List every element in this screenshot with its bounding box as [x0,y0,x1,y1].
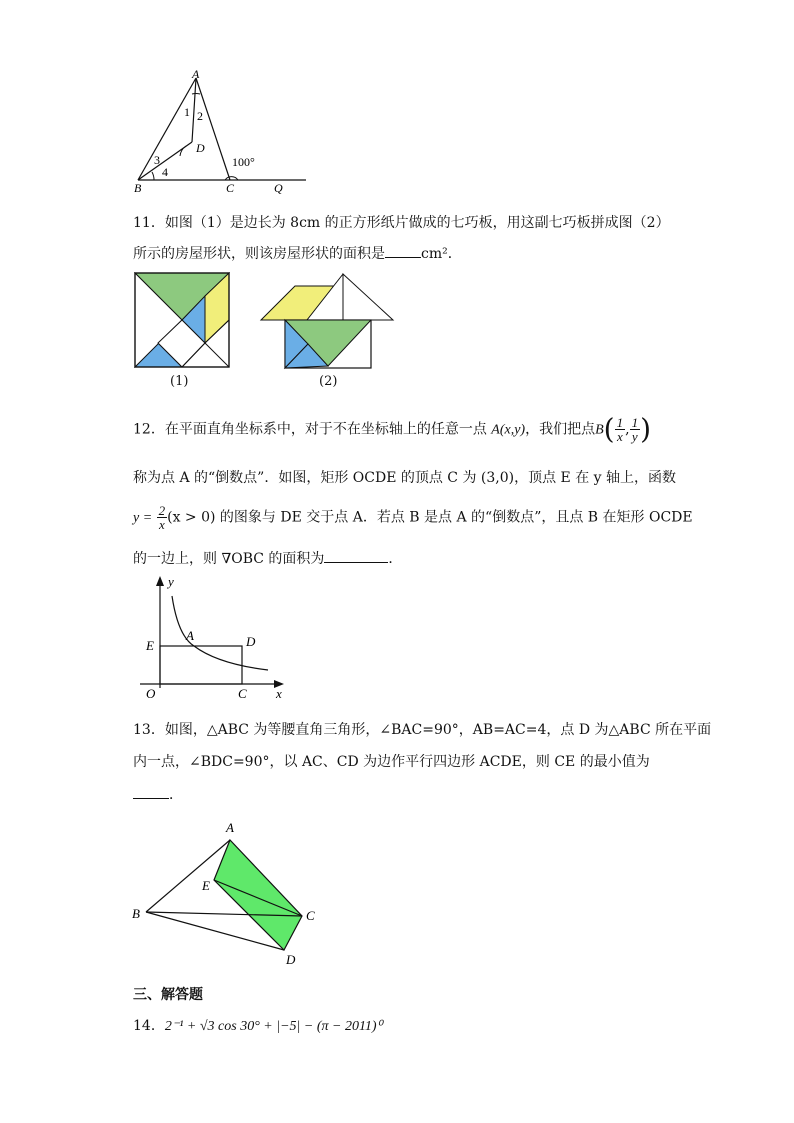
q12-paren-open: ( [603,412,615,446]
q13-line1 [133,720,711,740]
q14-line [133,1016,382,1037]
q12-text1b: ，我们把点 [525,421,596,438]
label-b: B [134,181,142,195]
q12-y-equals: y = [133,510,153,526]
q13-text1: 如图，△ABC 为等腰直角三角形，∠BAC=90°，AB=AC=4，点 D 为△ABC 所在平面 [164,722,712,738]
label-d: D [246,634,256,649]
q12-answer-blank[interactable] [324,548,388,563]
q11-text1: 如图（1）是边长为 8cm 的正方形纸片做成的七巧板，用这副七巧板拼成图（2） [164,215,670,231]
label-c: C [306,908,315,923]
q12-graph [138,574,288,702]
q12-text4: 的一边上，则 ∇OBC 的面积为 [133,551,325,567]
caption-2: (2) [319,374,338,389]
label-o: O [146,686,156,701]
q12-text3: (x > 0) 的图象与 DE 交于点 A．若点 B 是点 A 的“倒数点”，且点 B 在矩形 OCDE [167,509,693,526]
q12-line3 [133,504,693,531]
label-e: E [202,878,210,893]
label-2: 2 [197,109,203,123]
label-1: 1 [184,105,190,119]
q11-line2 [133,243,462,264]
q11-line1 [133,213,670,233]
label-a: A [226,820,234,835]
tangram-square-figure [134,272,230,368]
q11-answer-blank[interactable] [385,243,421,258]
q13-period: ． [169,787,183,803]
q12-point-a: A [491,422,500,438]
q13-figure [128,816,328,972]
q13-number: 13． [133,722,165,738]
label-c: C [238,686,247,701]
segment-ad [192,78,196,142]
q12-line1: 12．在平面直角坐标系中，对于不在坐标轴上的任意一点 A(x,y)，我们把点B( $\frac{1}{x}$ , $\frac{1}{y}$ ) [133,412,651,446]
q12-frac-1: $\frac{1}{x}$ [616,415,624,444]
q12-paren-close: ) [640,412,651,446]
q12-point-b: B [595,422,604,438]
q13-line3 [133,784,183,805]
q12-point-a-coord: (x,y) [499,422,526,438]
q12-line2: 称为点 A 的“倒数点”．如图，矩形 OCDE 的顶点 C 为 (3,0)，顶点 E 在 y 轴上，函数 [133,470,677,486]
label-a: A [192,67,200,81]
q11-text2: 所示的房屋形状，则该房屋形状的面积是 [133,246,385,262]
caption-1: (1) [170,374,189,389]
q14-number: 14． [133,1018,165,1034]
label-x: x [276,686,282,701]
label-3: 3 [154,153,160,167]
label-d: D [286,952,296,967]
q11-unit: cm²． [421,246,462,262]
q12-number: 12． [133,421,165,438]
angle-arc-1 [192,93,200,94]
q12-func-frac: $\frac{2}{x}$ [158,503,166,532]
section-title: 三、解答题 [133,987,203,1003]
y-axis-arrow [156,576,164,586]
tangram-house-figure [259,272,399,370]
label-100: 100° [232,155,255,169]
q12-line4 [133,548,402,569]
label-c: C [226,181,235,195]
segment-ac [196,78,230,180]
q12-text1: 在平面直角坐标系中，对于不在坐标轴上的任意一点 [164,421,487,438]
q13-line2: 内一点，∠BDC=90°，以 AC、CD 为边作平行四边形 ACDE，则 CE 的最小值为 [133,754,650,770]
triangle-figure [130,66,310,196]
tangram-line [205,343,229,367]
q14-expression: 2⁻¹ + √3 cos 30° + |−5| − (π − 2011)⁰ [164,1019,383,1034]
label-y: y [168,574,174,589]
angle-arc-3 [152,172,154,180]
label-q: Q [274,181,283,195]
parallelogram-acde [214,840,302,950]
label-4: 4 [162,165,168,179]
rectangle-ocde [160,646,242,684]
q13-answer-blank[interactable] [133,784,169,799]
label-b: B [132,906,140,921]
label-a: A [186,628,194,643]
q12-frac-2: $\frac{1}{y}$ [631,415,639,444]
q12-period: ． [388,551,403,567]
q11-number: 11． [133,215,165,231]
label-e: E [146,638,154,653]
label-d: D [196,141,205,155]
house-roof-triangle-3 [343,274,393,320]
